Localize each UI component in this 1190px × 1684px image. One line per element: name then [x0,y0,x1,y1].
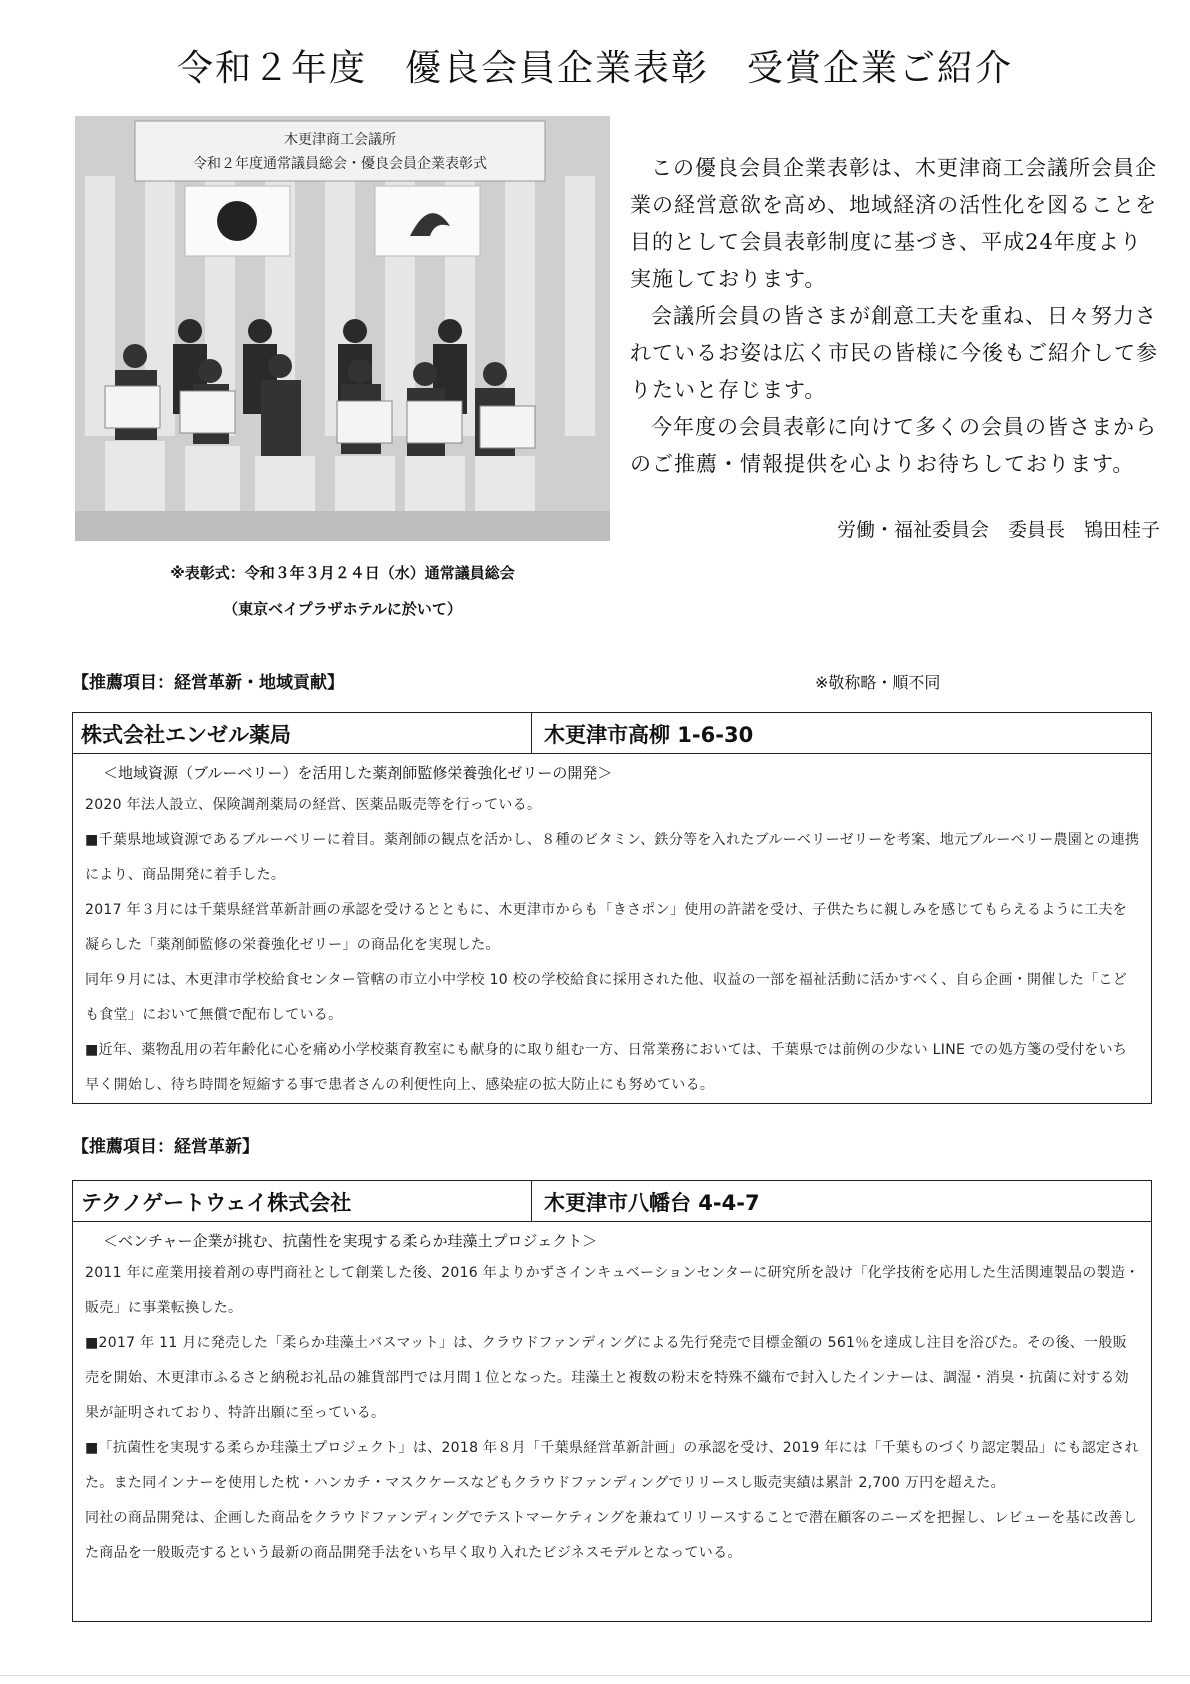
project-subtitle: ＜ベンチャー企業が挑む、抗菌性を実現する柔らか珪藻土プロジェクト＞ [103,1232,598,1250]
photo-caption-line2: （東京ベイプラザホテルに於いて） [223,600,462,618]
section-label: 【推薦項目：経営革新】 [72,1137,259,1157]
photo-caption-line1: ※表彰式：令和３年３月２４日（水）通常議員総会 [170,564,515,582]
company-address: 木更津市高柳 1-6-30 [544,723,754,747]
ceremony-photo-graphic [75,116,610,541]
description-paragraph: 2011 年に産業用接着剤の専門商社として創業した後、2016 年よりかずさインキュベーションセンターに研究所を設け「化学技術を応用した生活関連製品の製造・販売」に事業転換した。 [85,1265,1140,1316]
intro-paragraph: 会議所会員の皆さまが創意工夫を重ね、日々努力されているお姿は広く市民の皆様に今後もご紹介して参りたいと存じます。 [630,304,1158,402]
project-subtitle: ＜地域資源（ブルーベリー）を活用した薬剤師監修栄養強化ゼリーの開発＞ [103,764,613,782]
company-header [73,1181,1151,1222]
description-paragraph: 同年９月には、木更津市学校給食センター管轄の市立小中学校 10 校の学校給食に採用された他、収益の一部を福祉活動に活かすべく、自ら企画・開催した「こども食堂」において無償で配布している。 [85,972,1128,1023]
company-box [72,1180,1152,1622]
company-name: 株式会社エンゼル薬局 [73,713,532,753]
description-paragraph: ■「抗菌性を実現する柔らか珪藻土プロジェクト」は、2018 年８月「千葉県経営革新計画」の承認を受け、2019 年には「千葉ものづくり認定製品」にも認定された。また同インナーを使用した枕・ハンカチ・マスクケースなどもクラウドファンディングでリリースし販売実績は累計 2,700 万円を超えた。 [85,1440,1139,1491]
intro-paragraph: 今年度の会員表彰に向けて多くの会員の皆さまからのご推薦・情報提供を心よりお待ちしております。 [630,415,1157,476]
description-paragraph: ■千葉県地域資源であるブルーベリーに着目。薬剤師の観点を活かし、８種のビタミン、鉄分等を入れたブルーベリーゼリーを考案、地元ブルーベリー農園との連携により、商品開発に着手した。 [85,832,1140,883]
page-title: 令和２年度 優良会員企業表彰 受賞企業ご紹介 [176,48,1013,89]
photo-banner-line1: 木更津商工会議所 [284,132,396,148]
company-name: テクノゲートウェイ株式会社 [73,1181,532,1221]
company-header [73,713,1151,754]
section-label: 【推薦項目：経営革新・地域貢献】 [72,673,344,693]
company-description [73,1222,1151,1571]
description-paragraph: ■近年、薬物乱用の若年齢化に心を痛め小学校薬育教室にも献身的に取り組む一方、日常業務においては、千葉県では前例の少ない LINE での処方箋の受付をいち早く開始し、待ち時間を短縮する事で患者さんの利便性向上、感染症の拡大防止にも努めている。 [85,1042,1128,1093]
description-paragraph: 2020 年法人設立、保険調剤薬局の経営、医薬品販売等を行っている。 [85,797,542,813]
honorific-note: ※敬称略・順不同 [815,673,941,692]
description-paragraph: 同社の商品開発は、企画した商品をクラウドファンディングでテストマーケティングを兼ねてリリースすることで潜在顧客のニーズを把握し、レビューを基に改善した商品を一般販売するという最新の商品開発手法をいち早く取り入れたビジネスモデルとなっている。 [85,1510,1138,1561]
intro-text [630,150,1160,483]
company-address: 木更津市八幡台 4-4-7 [544,1191,760,1215]
signature: 労働・福祉委員会 委員長 鴇田桂子 [836,519,1160,541]
ceremony-photo [75,116,610,541]
description-paragraph: 2017 年３月には千葉県経営革新計画の承認を受けるとともに、木更津市からも「きさポン」使用の許諾を受け、子供たちに親しみを感じてもらえるように工夫を凝らした「薬剤師監修の栄養強化ゼリー」の商品化を実現した。 [85,902,1128,953]
footer-rule [0,1675,1190,1676]
company-description [73,754,1151,1103]
description-paragraph: ■2017 年 11 月に発売した「柔らか珪藻土バスマット」は、クラウドファンディングによる先行発売で目標金額の 561％を達成し注目を浴びた。その後、一般販売を開始、木更津市ふるさと納税お礼品の雑貨部門では月間１位となった。珪藻土と複数の粉末を特殊不織布で封入したインナーは、調湿・消臭・抗菌に対する効果が証明されており、特許出願に至っている。 [85,1335,1129,1421]
photo-banner-line2: 令和２年度通常議員総会・優良会員企業表彰式 [193,156,487,172]
intro-paragraph: この優良会員企業表彰は、木更津商工会議所会員企業の経営意欲を高め、地域経済の活性化を図ることを目的として会員表彰制度に基づき、平成24年度より実施しております。 [630,156,1158,291]
company-box [72,712,1152,1104]
